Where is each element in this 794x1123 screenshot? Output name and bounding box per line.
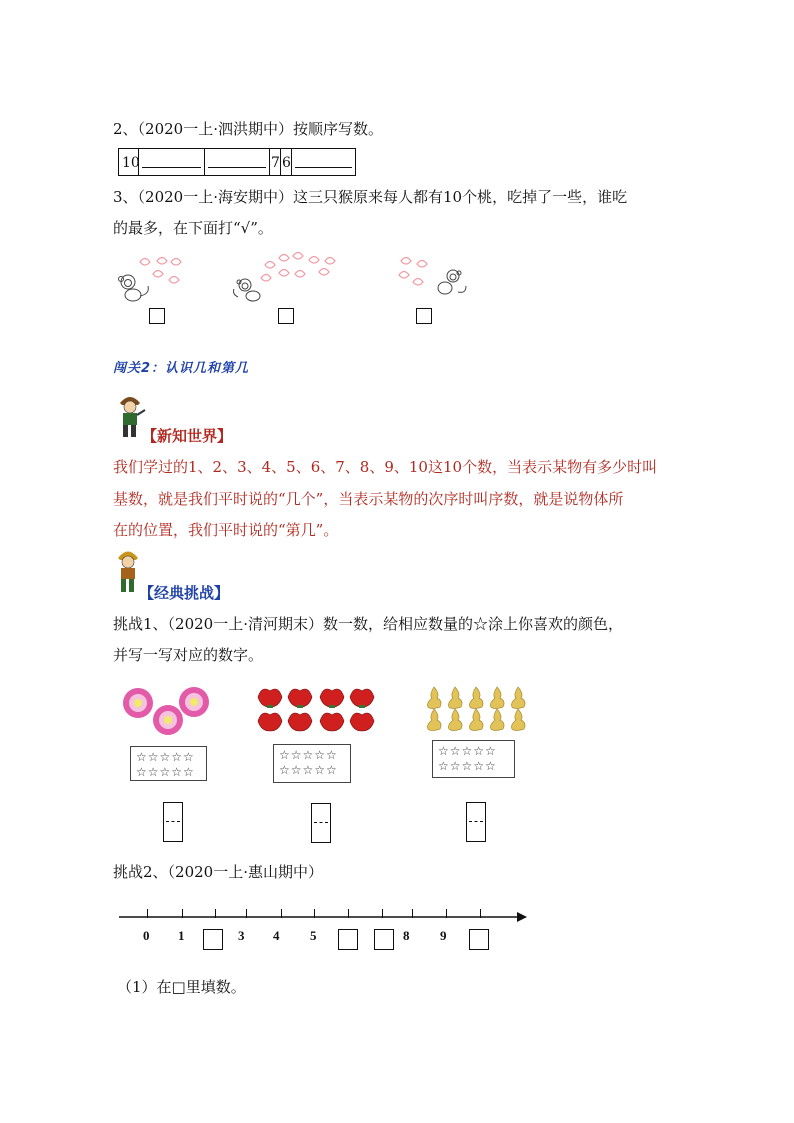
monkey-icon <box>119 275 149 301</box>
sequence-cell: 10 <box>119 149 139 175</box>
flowers-illustration <box>120 686 215 738</box>
number-line-tick <box>182 909 183 918</box>
question-2-text: 2、（2020一上·泗洪期中）按顺序写数。 <box>113 120 383 138</box>
sequence-cell: 6 <box>281 149 292 175</box>
peaches-group <box>140 253 427 286</box>
challenge2-sub1: （1）在□里填数。 <box>117 978 246 996</box>
sequence-blank-cell[interactable] <box>139 149 205 175</box>
classic-header: 【经典挑战】 <box>139 584 230 602</box>
number-line-tick <box>412 909 413 918</box>
pear-icon <box>512 687 526 709</box>
number-label: 5 <box>310 928 317 943</box>
pear-icon <box>428 709 442 731</box>
flower-icon <box>123 688 153 718</box>
sequence-blank-cell[interactable] <box>292 149 355 175</box>
challenge1-line1: 挑战1、（2020一上·清河期末）数一数，给相应数量的☆涂上你喜欢的颜色， <box>113 615 623 633</box>
star-box-roses[interactable] <box>273 744 351 783</box>
rose-icon <box>288 689 312 707</box>
pear-icon <box>491 687 505 709</box>
rose-icon <box>258 689 282 707</box>
number-label: 9 <box>440 928 447 943</box>
star-row: ☆☆☆☆☆ <box>279 748 338 762</box>
number-line-tick <box>348 909 349 918</box>
challenge2-title: 挑战2、（2020一上·惠山期中） <box>113 863 323 881</box>
number-blank-box[interactable] <box>374 929 394 950</box>
pear-icon <box>428 687 442 709</box>
new-knowledge-header: 【新知世界】 <box>142 427 233 445</box>
digit-box-pears[interactable] <box>466 802 486 842</box>
star-box-pears[interactable] <box>432 740 515 778</box>
new-knowledge-line1: 我们学过的1、2、3、4、5、6、7、8、9、10这10个数，当表示某物有多少时叫 <box>113 458 658 476</box>
rose-icon <box>288 713 312 731</box>
arrow-right-icon <box>517 912 527 922</box>
pears-illustration <box>424 684 529 734</box>
monkey-icon <box>234 279 261 301</box>
pear-icon <box>470 709 484 731</box>
rose-icon <box>350 713 374 731</box>
number-line-tick <box>246 909 247 918</box>
number-line-tick <box>446 909 447 918</box>
pear-icon <box>512 709 526 731</box>
number-blank-box[interactable] <box>469 929 489 950</box>
number-line-tick <box>281 909 282 918</box>
number-line-tick <box>147 909 148 918</box>
pear-icon <box>449 709 463 731</box>
number-label: 4 <box>273 928 280 943</box>
star-row: ☆☆☆☆☆ <box>279 763 338 777</box>
question-3-line2: 的最多，在下面打“√”。 <box>113 219 273 237</box>
pear-icon <box>449 687 463 709</box>
number-label: 1 <box>178 928 185 943</box>
number-line-tick <box>480 909 481 918</box>
number-line-tick <box>314 909 315 918</box>
rose-icon <box>320 689 344 707</box>
challenge1-line2: 并写一写对应的数字。 <box>113 646 264 664</box>
number-line-axis <box>119 910 531 924</box>
number-label: 8 <box>403 928 410 943</box>
number-label: 3 <box>238 928 245 943</box>
question-3-line1: 3、（2020一上·海安期中）这三只猴原来每人都有10个桃，吃掉了一些，谁吃 <box>113 188 628 206</box>
sequence-table <box>118 148 356 176</box>
flower-icon <box>153 705 183 735</box>
monkey-icon <box>438 270 466 294</box>
number-blank-box[interactable] <box>338 929 358 950</box>
section-title: 闯关2：认识几和第几 <box>113 361 250 376</box>
number-line-tick <box>382 909 383 918</box>
star-box-flowers[interactable] <box>130 746 207 781</box>
star-row: ☆☆☆☆☆ <box>438 759 497 773</box>
sequence-cell: 7 <box>270 149 281 175</box>
rose-icon <box>350 689 374 707</box>
checkbox-monkey-1[interactable] <box>149 308 165 324</box>
digit-box-roses[interactable] <box>311 803 331 843</box>
number-blank-box[interactable] <box>203 929 223 950</box>
star-row: ☆☆☆☆☆ <box>438 744 497 758</box>
new-knowledge-line3: 在的位置，我们平时说的“第几”。 <box>113 521 339 539</box>
number-label: 0 <box>143 928 150 943</box>
pear-icon <box>470 687 484 709</box>
checkbox-monkey-3[interactable] <box>416 308 432 324</box>
monkey-peaches-illustration <box>113 252 473 307</box>
roses-illustration <box>254 683 384 733</box>
rose-icon <box>258 713 282 731</box>
checkbox-monkey-2[interactable] <box>278 308 294 324</box>
rose-icon <box>320 713 344 731</box>
digit-box-flowers[interactable] <box>163 802 183 842</box>
sequence-blank-cell[interactable] <box>205 149 270 175</box>
star-row: ☆☆☆☆☆ <box>136 765 195 779</box>
new-knowledge-line2: 基数，就是我们平时说的“几个”，当表示某物的次序时叫序数，就是说物体所 <box>113 490 624 508</box>
star-row: ☆☆☆☆☆ <box>136 750 195 764</box>
pear-icon <box>491 709 505 731</box>
number-line-tick <box>215 909 216 918</box>
flower-icon <box>179 687 209 717</box>
